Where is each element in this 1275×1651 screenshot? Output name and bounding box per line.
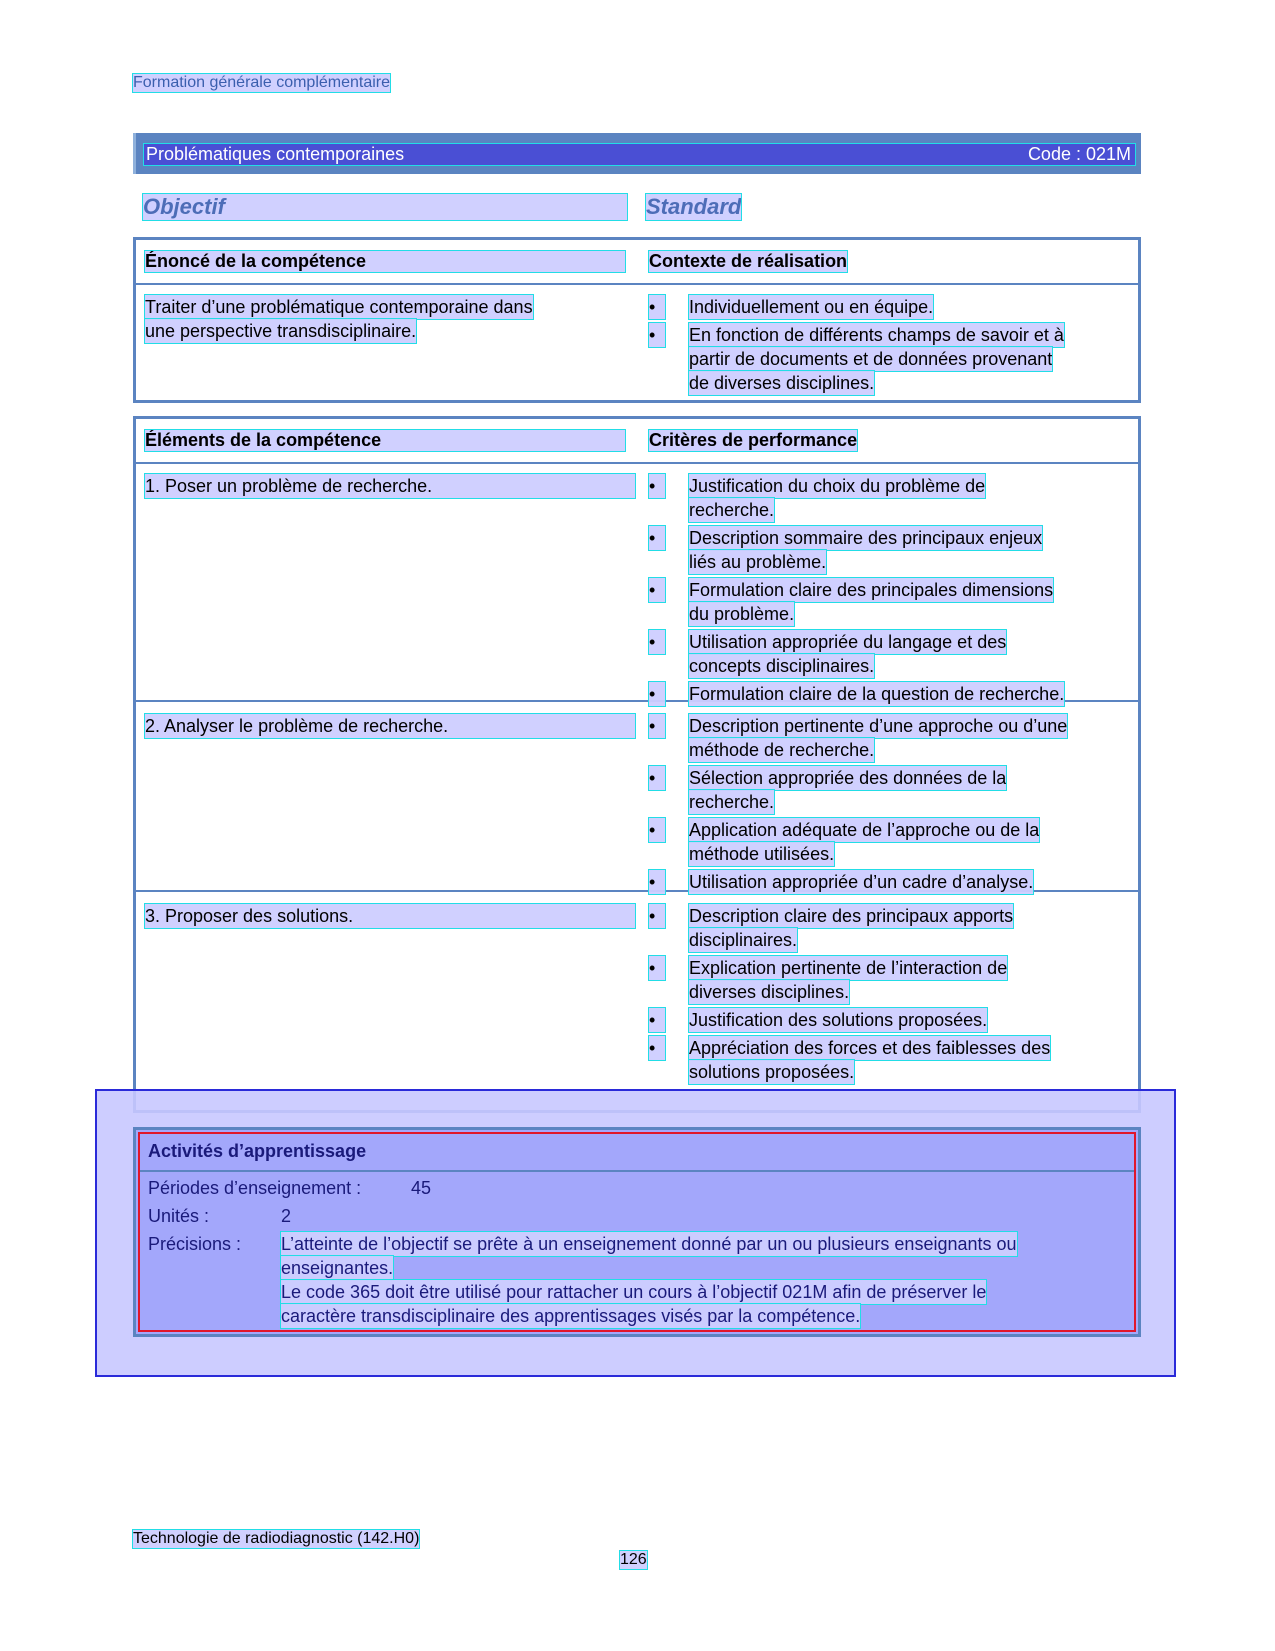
criterion-item-line: Formulation claire de la question de recherche. <box>689 684 1065 704</box>
units-value: 2 <box>281 1206 292 1226</box>
context-item-line: partir de documents et de données provenant <box>689 349 1053 369</box>
criterion-item-line: recherche. <box>689 792 775 812</box>
activities-box <box>133 1127 1141 1337</box>
criterion-item <box>649 956 1124 1004</box>
periods-value: 45 <box>411 1178 432 1198</box>
units-label: Unités : <box>148 1206 210 1226</box>
criterion-item-line: Utilisation appropriée du langage et des <box>689 632 1007 652</box>
elements-header: Éléments de la compétence <box>145 430 625 451</box>
criterion-item <box>649 1036 1124 1084</box>
criterion-item-line: du problème. <box>689 604 795 624</box>
bullet-icon: • <box>649 526 665 550</box>
bullet-icon: • <box>649 956 665 980</box>
bullet-icon: • <box>649 578 665 602</box>
criterion-item <box>649 818 1124 866</box>
bullet-icon: • <box>649 630 665 654</box>
elements-table-header <box>136 419 1138 464</box>
criterion-item <box>649 474 1124 522</box>
bullet-icon: • <box>649 904 665 928</box>
criterion-item-line: diverses disciplines. <box>689 982 850 1002</box>
criterion-item-line: liés au problème. <box>689 552 827 572</box>
competence-statement <box>145 295 533 343</box>
bullet-icon: • <box>649 1008 665 1032</box>
context-item-line: Individuellement ou en équipe. <box>689 297 934 317</box>
criterion-item <box>649 904 1124 952</box>
bullet-icon: • <box>649 714 665 738</box>
precisions-line: Le code 365 doit être utilisé pour rattacher un cours à l’objectif 021M afin de préserver le <box>281 1282 987 1302</box>
criterion-item-line: Description claire des principaux apports <box>689 906 1014 926</box>
periods-label: Périodes d’enseignement : <box>148 1178 362 1198</box>
criterion-item <box>649 578 1124 626</box>
criteria-header: Critères de performance <box>649 430 858 450</box>
criterion-item-line: recherche. <box>689 500 775 520</box>
competence-element: 2. Analyser le problème de recherche. <box>145 714 635 738</box>
context-item-line: de diverses disciplines. <box>689 373 875 393</box>
criterion-item <box>649 526 1124 574</box>
context-item <box>649 295 1124 319</box>
criterion-item-line: Justification du choix du problème de <box>689 476 986 496</box>
activities-title: Activités d’apprentissage <box>148 1141 367 1161</box>
criterion-item <box>649 1008 1124 1032</box>
context-header: Contexte de réalisation <box>649 251 848 271</box>
course-title-bar <box>133 133 1141 174</box>
course-title: Problématiques contemporaines <box>146 144 405 164</box>
precisions-text <box>281 1232 1131 1328</box>
precisions-line: enseignantes. <box>281 1258 394 1278</box>
precisions-label: Précisions : <box>148 1234 242 1254</box>
criterion-item-line: Utilisation appropriée d’un cadre d’analyse. <box>689 872 1034 892</box>
competence-statement-line: une perspective transdisciplinaire. <box>145 321 417 341</box>
bullet-icon: • <box>649 474 665 498</box>
criterion-item <box>649 766 1124 814</box>
footer-program: Technologie de radiodiagnostic (142.H0) <box>133 1530 420 1547</box>
criterion-item-line: Description pertinente d’une approche ou d’une <box>689 716 1068 736</box>
precisions-line: L’atteinte de l’objectif se prête à un enseignement donné par un ou plusieurs enseignants ou <box>281 1234 1017 1254</box>
criterion-item-line: Sélection appropriée des données de la <box>689 768 1007 788</box>
criterion-item <box>649 630 1124 678</box>
criterion-item-line: Explication pertinente de l’interaction de <box>689 958 1008 978</box>
bullet-icon: • <box>649 818 665 842</box>
bullet-icon: • <box>649 323 665 347</box>
criterion-item <box>649 714 1124 762</box>
bullet-icon: • <box>649 870 665 894</box>
criterion-item-line: méthode de recherche. <box>689 740 875 760</box>
competence-table-header <box>136 240 1138 285</box>
criterion-item-line: Justification des solutions proposées. <box>689 1010 988 1030</box>
context-item <box>649 323 1124 395</box>
criterion-item-line: solutions proposées. <box>689 1062 855 1082</box>
elements-table <box>133 416 1141 1113</box>
criterion-item-line: Application adéquate de l’approche ou de la <box>689 820 1040 840</box>
criterion-item <box>649 682 1124 706</box>
criterion-item-line: méthode utilisées. <box>689 844 835 864</box>
competence-element: 3. Proposer des solutions. <box>145 904 635 928</box>
criterion-item-line: disciplinaires. <box>689 930 798 950</box>
competence-statement-line: Traiter d’une problématique contemporaine dans <box>145 297 533 317</box>
bullet-icon: • <box>649 682 665 706</box>
running-header: Formation générale complémentaire <box>133 74 391 91</box>
criterion-item-line: Appréciation des forces et des faiblesses des <box>689 1038 1051 1058</box>
criterion-item <box>649 870 1124 894</box>
bullet-icon: • <box>649 295 665 319</box>
course-code: Code : 021M <box>1027 144 1131 164</box>
page-number: 126 <box>620 1551 647 1568</box>
competence-table <box>133 237 1141 403</box>
precisions-line: caractère transdisciplinaire des apprentissages visés par la compétence. <box>281 1306 861 1326</box>
competence-element: 1. Poser un problème de recherche. <box>145 474 635 498</box>
context-item-line: En fonction de différents champs de savoir et à <box>689 325 1064 345</box>
bullet-icon: • <box>649 1036 665 1060</box>
criterion-item-line: Description sommaire des principaux enjeux <box>689 528 1043 548</box>
objective-heading: Objectif <box>143 194 627 220</box>
competence-statement-header: Énoncé de la compétence <box>145 251 625 272</box>
standard-heading: Standard <box>646 194 742 219</box>
criterion-item-line: Formulation claire des principales dimensions <box>689 580 1054 600</box>
criterion-item-line: concepts disciplinaires. <box>689 656 875 676</box>
bullet-icon: • <box>649 766 665 790</box>
